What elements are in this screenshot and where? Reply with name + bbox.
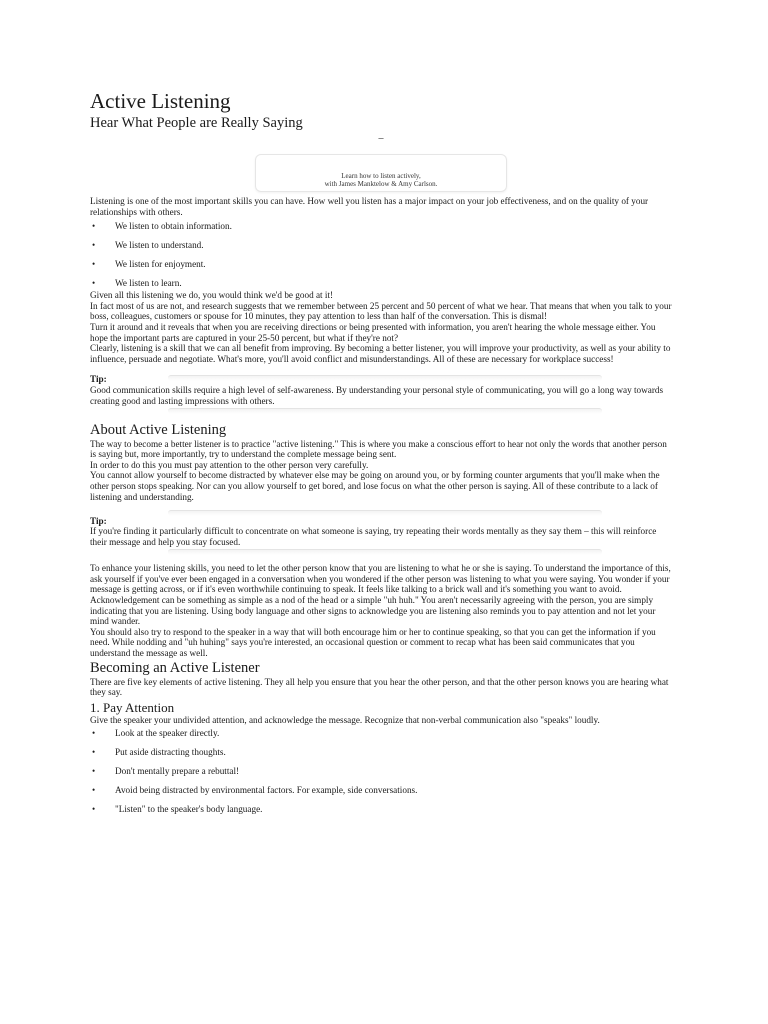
about-paragraph-1: The way to become a better listener is to practice "active listening." This is where you make a conscious effort to hear not only the words that another person is saying but, more importantly, try to understand the complete message being sent. bbox=[90, 438, 667, 460]
about-paragraph-3: You cannot allow yourself to become distracted by whatever else may be going on around you, or by forming counter arguments that you'll make when the other person stops speaking. Nor can you allow yourself to get bored, and lose focus on what the other person is saying. All of these contribute to a lack of listening and understanding. bbox=[90, 470, 660, 502]
bullet-icon: • bbox=[92, 785, 96, 796]
bullet-icon: • bbox=[92, 278, 96, 289]
separator-dash: – bbox=[378, 133, 384, 144]
section-heading-about: About Active Listening bbox=[90, 421, 227, 438]
bullet-icon: • bbox=[92, 804, 96, 815]
section-heading-pay-attention: 1. Pay Attention bbox=[90, 699, 175, 715]
paragraph-given: Given all this listening we do, you would think we'd be good at it! bbox=[90, 290, 334, 301]
bullet-icon: • bbox=[92, 221, 96, 232]
pay-attention-list bbox=[90, 728, 672, 823]
paragraph-fact: In fact most of us are not, and research suggests that we remember between 25 percent and 50 percent of what we hear. That means that when you talk to your boss, colleagues, customers or spouse for 10 minutes, they pay attention to less than half of the conversation. This is dismal! bbox=[90, 300, 672, 322]
list-item: • Avoid being distracted by environmental factors. For example, side conversations. bbox=[92, 785, 418, 796]
enhance-paragraph-1: To enhance your listening skills, you need to let the other person know that you are listening to what he or she is saying. To understand the importance of this, ask yourself if you've ever been engaged in a conversation when you wondered if the other person was listening to what you were saying. You wonder if your message is getting across, or if it's even worthwhile continuing to speak. It feels like talking to a brick wall and it's something you want to avoid. bbox=[90, 563, 671, 595]
video-caption-line1: Learn how to listen actively, bbox=[341, 172, 421, 180]
list-item: • Don't mentally prepare a rebuttal! bbox=[92, 766, 240, 777]
bullet-icon: • bbox=[92, 728, 96, 739]
video-caption-line2: with James Manktelow & Amy Carlson. bbox=[324, 180, 438, 188]
about-paragraph-2: In order to do this you must pay attention to the other person very carefully. bbox=[90, 459, 369, 470]
bullet-icon: • bbox=[92, 766, 96, 777]
tip-divider-bottom bbox=[168, 408, 602, 414]
section-heading-becoming: Becoming an Active Listener bbox=[90, 659, 260, 676]
list-item: • We listen to learn. bbox=[92, 278, 182, 289]
tip-label: Tip: bbox=[90, 516, 107, 527]
tip-label: Tip: bbox=[90, 374, 107, 385]
enhance-paragraph-3: You should also try to respond to the speaker in a way that will both encourage him or her to continue speaking, so that you can get the information if you need. While nodding and "uh huhing" says you're interested, an occasional question or comment to recap what has been said communicates that you understand the message as well. bbox=[90, 626, 656, 659]
bullet-icon: • bbox=[92, 259, 96, 270]
paragraph-clearly: Clearly, listening is a skill that we can all benefit from improving. By becoming a better listener, you will improve your productivity, as well as your ability to influence, persuade and negotiate. What's more, you'll avoid conflict and misunderstandings. All of these are necessary for workplace success! bbox=[90, 343, 671, 364]
list-item: • Put aside distracting thoughts. bbox=[92, 747, 226, 758]
video-placeholder[interactable] bbox=[255, 154, 507, 192]
bullet-icon: • bbox=[92, 747, 96, 758]
tip-text: Good communication skills require a high level of self-awareness. By understanding your personal style of communicating, you will go a long way towards creating good and lasting impressions with others. bbox=[90, 385, 664, 406]
list-item: • We listen to obtain information. bbox=[92, 221, 232, 232]
bullet-icon: • bbox=[92, 240, 96, 251]
paragraph-turn: Turn it around and it reveals that when you are receiving directions or being presented with information, you aren't hearing the whole message either. You hope the important parts are captured in your 25-50 percent, but what if they're not? bbox=[90, 321, 656, 343]
reasons-list bbox=[90, 221, 672, 290]
intro-paragraph: Listening is one of the most important skills you can have. How well you listen has a major impact on your job effectiveness, and on the quality of your relationships with others. bbox=[90, 196, 649, 217]
list-item: • Look at the speaker directly. bbox=[92, 728, 220, 739]
list-item: • We listen to understand. bbox=[92, 240, 204, 251]
document-page bbox=[90, 88, 672, 823]
list-item: • "Listen" to the speaker's body language. bbox=[92, 804, 263, 815]
enhance-paragraph-2: Acknowledgement can be something as simple as a nod of the head or a simple "uh huh." You aren't necessarily agreeing with the person, you are simply indicating that you are listening. Using body language and other signs to acknowledge you are listening also reminds you to pay attention and not let your mind wander. bbox=[90, 595, 656, 627]
list-item: • We listen for enjoyment. bbox=[92, 259, 206, 270]
pay-attention-paragraph: Give the speaker your undivided attention, and acknowledge the message. Recognize that non-verbal communication also "speaks" loudly. bbox=[90, 714, 600, 725]
page-subtitle: Hear What People are Really Saying bbox=[90, 115, 303, 131]
tip-text: If you're finding it particularly difficult to concentrate on what someone is saying, try repeating their words mentally as they say them – this will reinforce their message and help you stay focused. bbox=[90, 526, 657, 547]
becoming-paragraph-1: There are five key elements of active listening. They all help you ensure that you hear the other person, and that the other person knows you are hearing what they say. bbox=[90, 676, 669, 698]
tip-divider-top bbox=[168, 375, 602, 381]
page-title: Active Listening bbox=[90, 89, 231, 113]
